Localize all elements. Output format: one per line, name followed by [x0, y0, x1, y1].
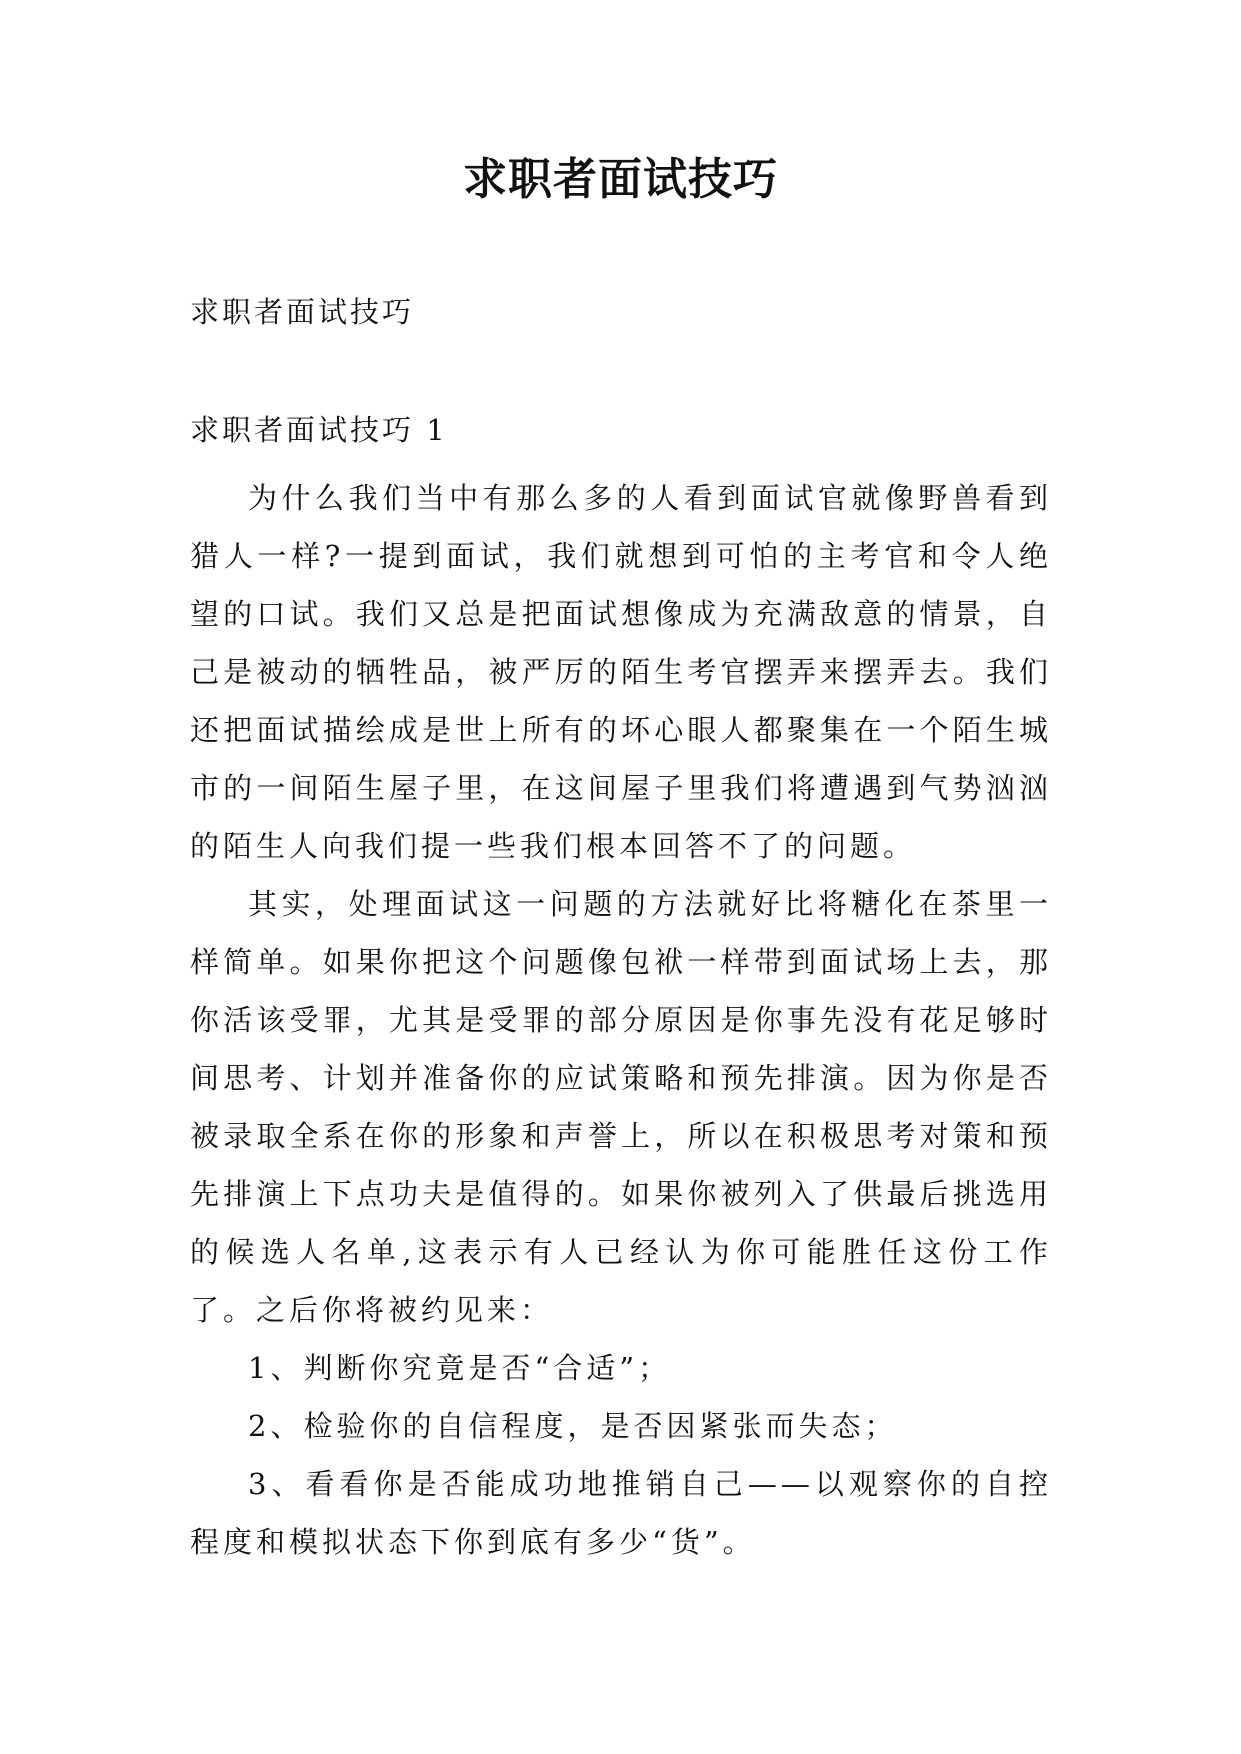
list-item: 2、检验你的自信程度，是否因紧张而失态；	[248, 1409, 898, 1443]
paragraph: 为什么我们当中有那么多的人看到面试官就像野兽看到猎人一样?一提到面试，我们就想到可怕的主考官和令人绝望的口试。我们又总是把面试想像成为充满敌意的情景，自己是被动的牺牲品，被严厉的陌生考官摆弄来摆弄去。我们还把面试描绘成是世上所有的坏心眼人都聚集在一个陌生城市的一间陌生屋子里，在这间屋子里我们将遭遇到气势汹汹的陌生人向我们提一些我们根本回答不了的问题。	[190, 481, 1052, 863]
document-body	[190, 469, 1052, 1571]
list-item: 3、看看你是否能成功地推销自己——以观察你的自控程度和模拟状态下你到底有多少“货”。	[190, 1467, 1052, 1559]
list-item: 1、判断你究竟是否“合适”；	[248, 1351, 672, 1385]
document-title: 求职者面试技巧	[463, 154, 778, 205]
document-subtitle: 求职者面试技巧	[190, 295, 415, 329]
paragraph: 其实，处理面试这一问题的方法就好比将糖化在茶里一样简单。如果你把这个问题像包袱一样带到面试场上去，那你活该受罪，尤其是受罪的部分原因是你事先没有花足够时间思考、计划并准备你的应试策略和预先排演。因为你是否被录取全系在你的形象和声誉上，所以在积极思考对策和预先排演上下点功夫是值得的。如果你被列入了供最后挑选用的候选人名单,这表示有人已经认为你可能胜任这份工作了。之后你将被约见来：	[190, 887, 1052, 1327]
section-heading: 求职者面试技巧 1	[190, 413, 448, 447]
